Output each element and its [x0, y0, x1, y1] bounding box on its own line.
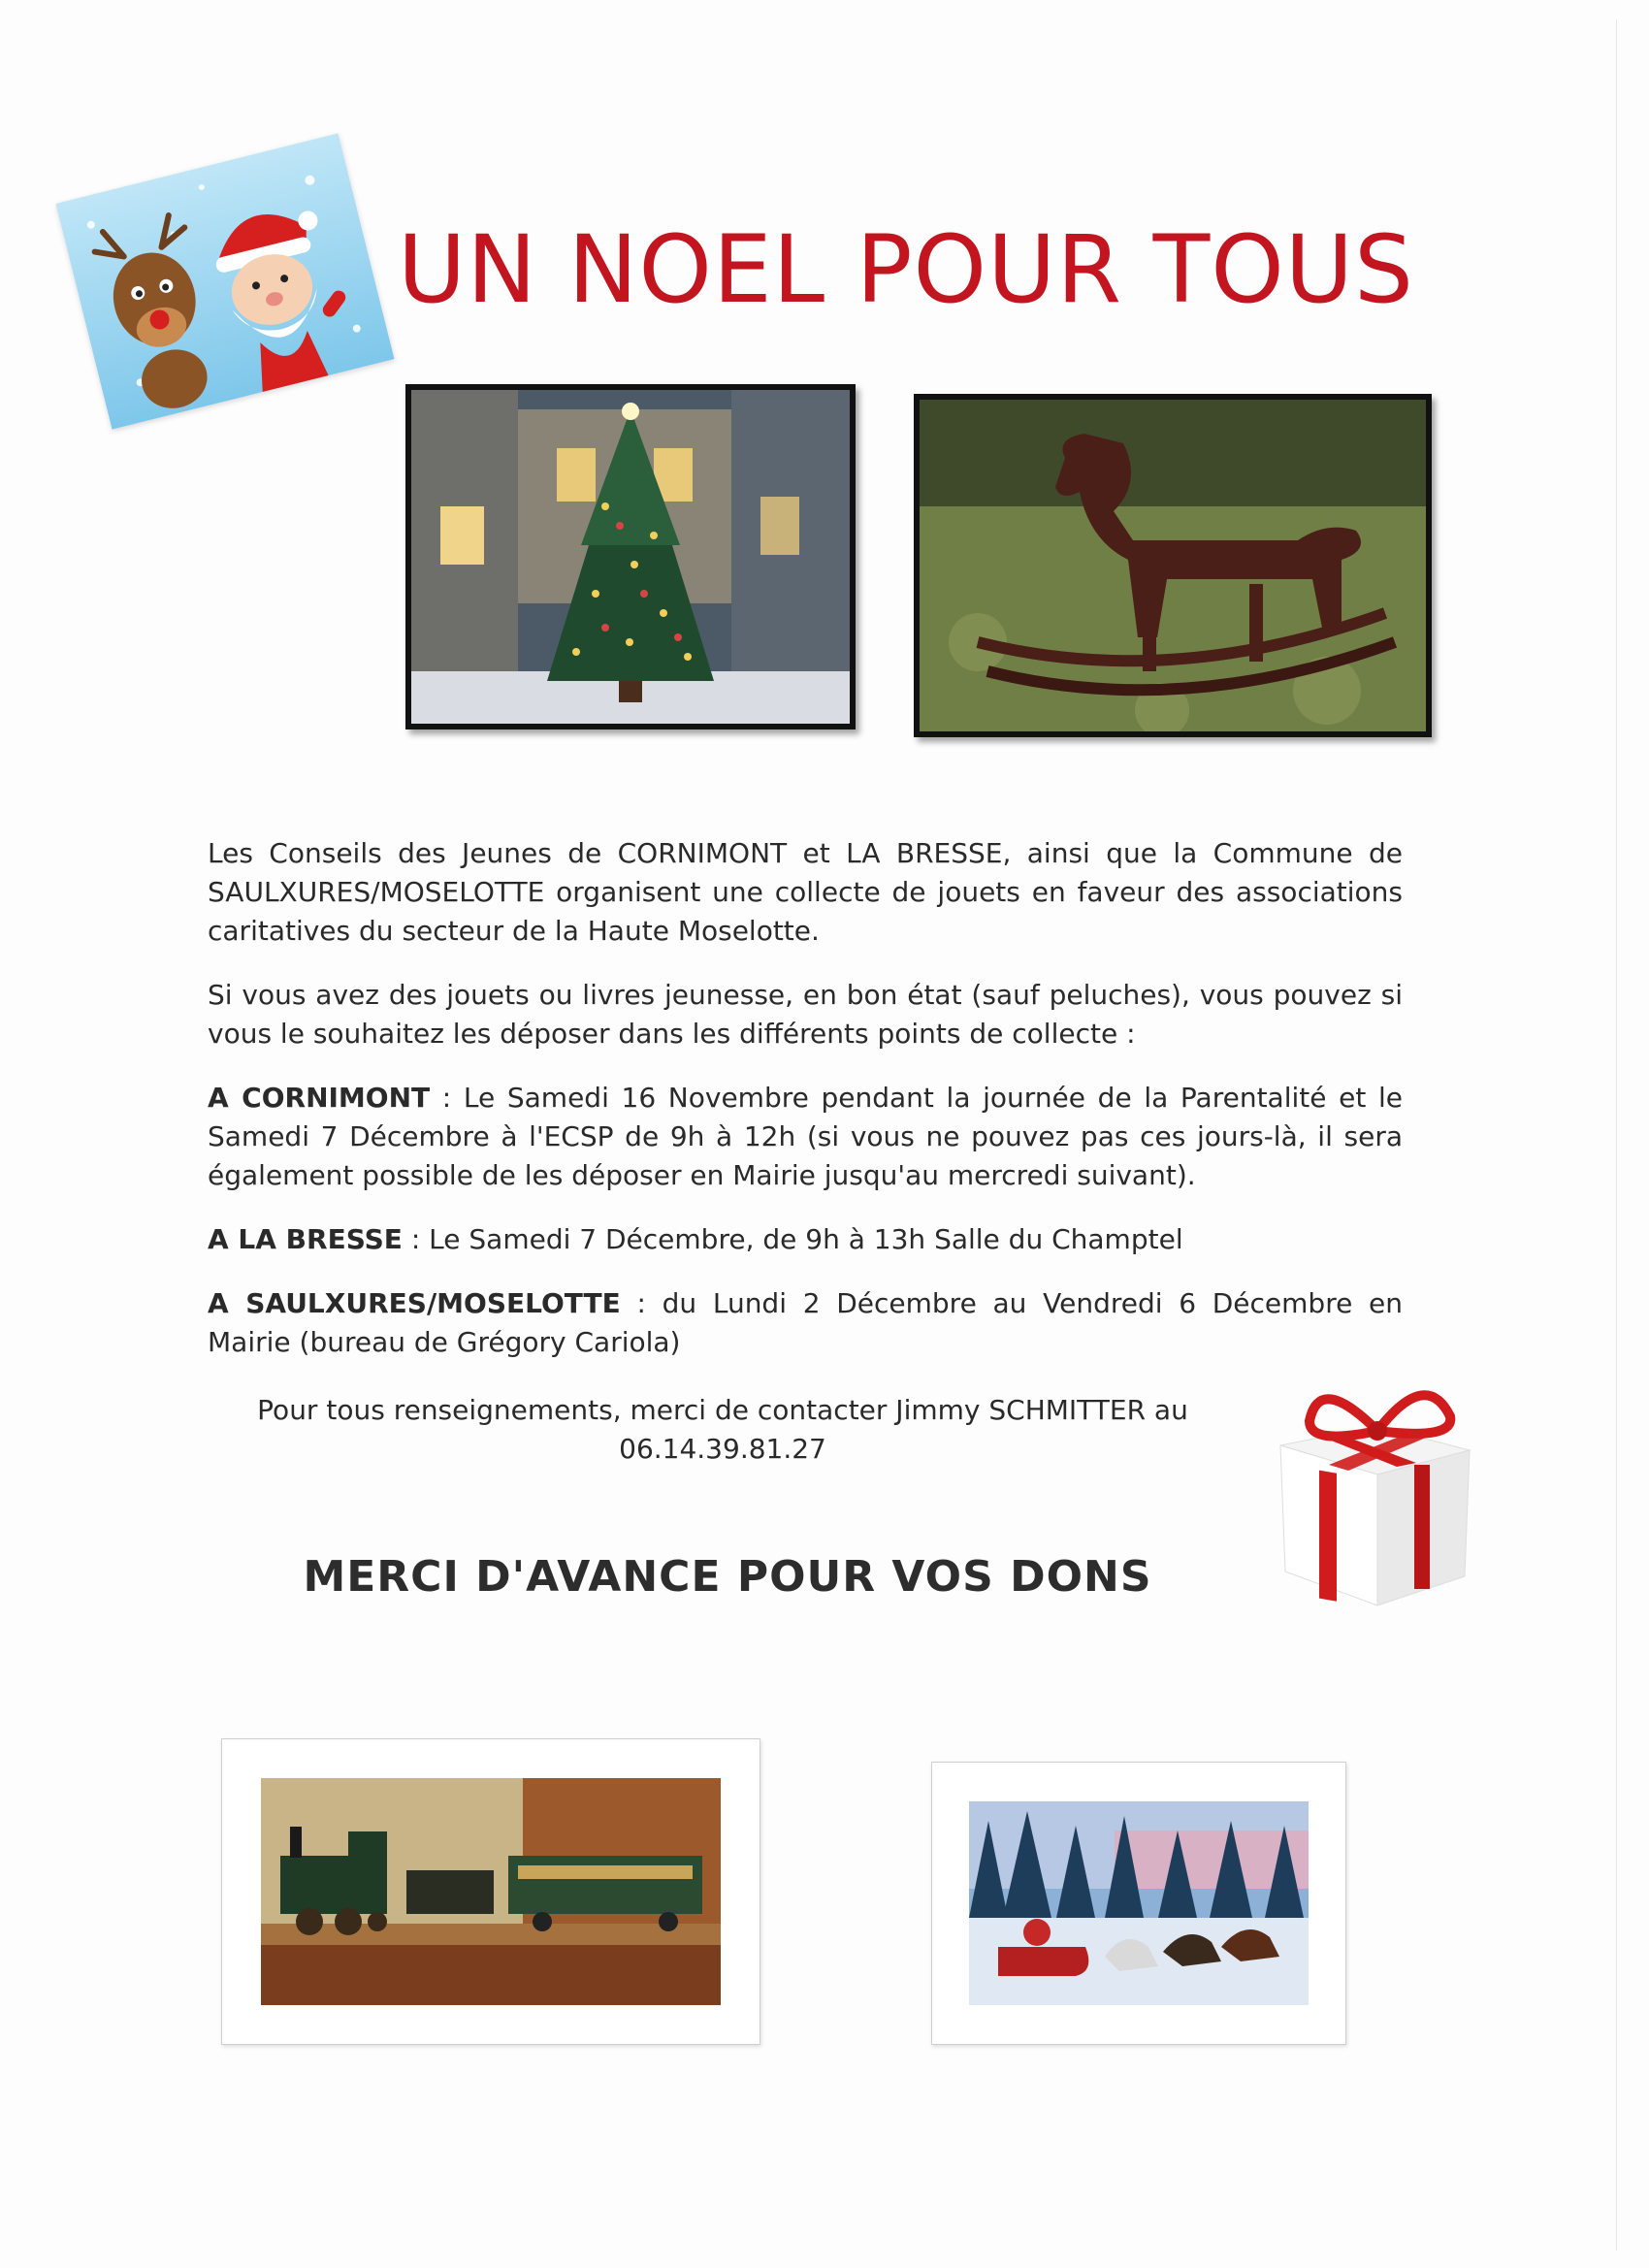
page-title: UN NOEL POUR TOUS — [398, 215, 1414, 324]
gift-box-icon — [1261, 1377, 1484, 1610]
scan-edge — [1616, 19, 1617, 2251]
intro-paragraph: Les Conseils des Jeunes de CORNIMONT et LA BRESSE, ainsi que la Commune de SAULXURES/MOSELOTTE organisent une collecte de jouets en faveur des associations caritatives du secteur de la Haute Moselotte. — [208, 837, 1403, 947]
santa-sleigh-card — [931, 1762, 1346, 2045]
location-details: : Le Samedi 16 Novembre pendant la journée de la Parentalité et le Samedi 7 Décembre à l'ECSP de 9h à 12h (si vous ne pouvez pas ces jours-là, il sera également possible de les déposer en Mairie jusqu'au mercredi suivant). — [208, 1082, 1403, 1191]
rocking-horse-photo — [914, 394, 1432, 737]
location-label: A CORNIMONT — [208, 1082, 431, 1114]
contact-line: Pour tous renseignements, merci de contacter Jimmy SCHMITTER au — [257, 1394, 1188, 1426]
christmas-tree-photo — [405, 384, 856, 729]
body-text — [208, 834, 1403, 1362]
location-label: A SAULXURES/MOSELOTTE — [208, 1287, 621, 1319]
contact-phone: 06.14.39.81.27 — [619, 1433, 826, 1465]
toy-train-photo — [261, 1778, 721, 2005]
collection-point-cornimont — [208, 1079, 1403, 1195]
instructions-paragraph: Si vous avez des jouets ou livres jeunesse, en bon état (sauf peluches), vous pouvez si vous le souhaitez les déposer dans les différents points de collecte : — [208, 979, 1403, 1050]
santa-sleigh-photo — [969, 1801, 1309, 2005]
thanks-heading: MERCI D'AVANCE POUR VOS DONS — [303, 1552, 1152, 1602]
toy-train-card — [221, 1738, 760, 2045]
collection-point-la-bresse — [208, 1220, 1403, 1259]
location-details: : Le Samedi 7 Décembre, de 9h à 13h Salle du Champtel — [402, 1223, 1183, 1255]
location-details: : du Lundi 2 Décembre au Vendredi 6 Décembre en Mairie (bureau de Grégory Cariola) — [208, 1287, 1403, 1358]
location-label: A LA BRESSE — [208, 1223, 403, 1255]
collection-point-saulxures — [208, 1284, 1403, 1362]
reindeer-santa-sticker — [55, 133, 394, 429]
contact-block — [213, 1391, 1232, 1469]
